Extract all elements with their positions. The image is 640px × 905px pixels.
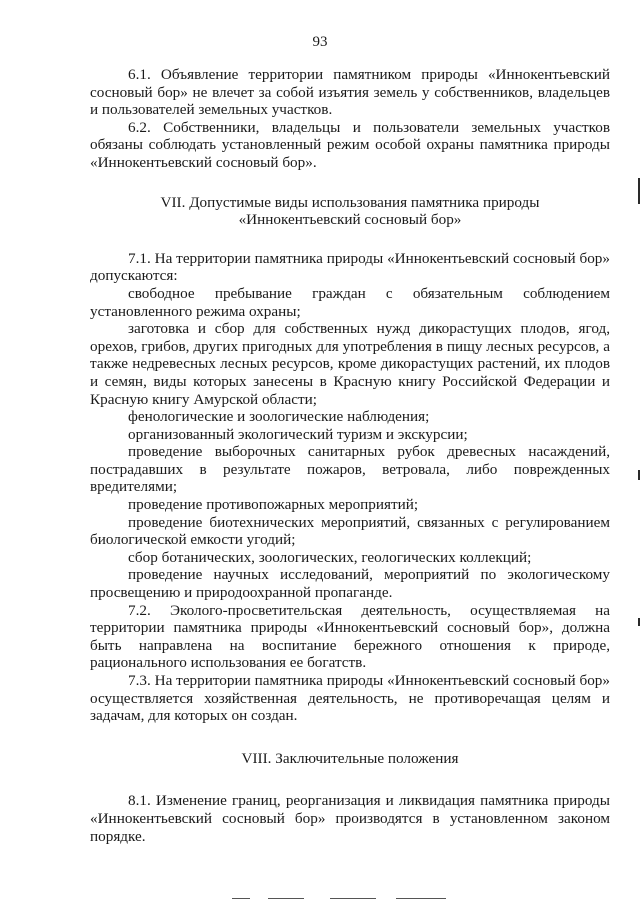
- section-8-heading: VIII. Заключительные положения: [241, 749, 459, 767]
- list-item-harvesting: заготовка и сбор для собственных нужд дикорастущих плодов, ягод, орехов, грибов, других пригодных для употребления в пищу лесных ресурсов, а также недревесных лесных ресурсов, кроме дикорастущих растений, их плодов и семян, виды которых занесены в Красную книгу Российской Федерации и Красную книгу Амурской области;: [90, 320, 610, 408]
- list-item-biotechnical: проведение биотехнических мероприятий, связанных с регулированием биологической емкости угодий;: [90, 513, 610, 549]
- paragraph-7-1: 7.1. На территории памятника природы «Иннокентьевский сосновый бор» допускаются:: [90, 249, 610, 285]
- document-body: [90, 66, 610, 845]
- paragraph-6-1: 6.1. Объявление территории памятником природы «Иннокентьевский сосновый бор» не влечет за собой изъятия земель у собственников, владельцев и пользователей земельных участков.: [90, 66, 610, 119]
- scan-bottom-mark: [232, 898, 250, 899]
- list-item-fire-prevention: проведение противопожарных мероприятий;: [128, 496, 419, 514]
- list-item-free-stay: свободное пребывание граждан с обязательным соблюдением установленного режима охраны;: [90, 284, 610, 320]
- paragraph-7-2: 7.2. Эколого-просветительская деятельность, осуществляемая на территории памятника природы «Иннокентьевский сосновый бор», должна быть направлена на воспитание бережного отношения к природе, рационального использования ее богатств.: [90, 601, 610, 672]
- list-item-tourism: организованный экологический туризм и экскурсии;: [128, 425, 468, 443]
- section-7-heading-line-1: VII. Допустимые виды использования памятника природы: [160, 193, 540, 211]
- list-item-collections: сбор ботанических, зоологических, геологических коллекций;: [128, 548, 532, 566]
- paragraph-8-1: 8.1. Изменение границ, реорганизация и ликвидация памятника природы «Иннокентьевский сосновый бор» производятся в установленном законом порядке.: [90, 792, 610, 845]
- list-item-sanitary-felling: проведение выборочных санитарных рубок древесных насаждений, пострадавших в результате пожаров, ветровала, либо поврежденных вредителями;: [90, 443, 610, 496]
- scan-bottom-mark: [330, 898, 376, 899]
- scan-bottom-mark: [268, 898, 304, 899]
- scan-bottom-mark: [396, 898, 446, 899]
- paragraph-7-3: 7.3. На территории памятника природы «Иннокентьевский сосновый бор» осуществляется хозяйственная деятельность, не противоречащая целям и задачам, для которых он создан.: [90, 672, 610, 725]
- page-number: 93: [312, 34, 328, 50]
- section-7-heading-line-2: «Иннокентьевский сосновый бор»: [238, 211, 462, 229]
- paragraph-6-2: 6.2. Собственники, владельцы и пользователи земельных участков обязаны соблюдать установленный режим особой охраны памятника природы «Иннокентьевский сосновый бор».: [90, 118, 610, 171]
- list-item-observations: фенологические и зоологические наблюдения;: [128, 408, 430, 426]
- section-7-heading: [90, 194, 610, 229]
- list-item-research: проведение научных исследований, мероприятий по экологическому просвещению и природоохранной пропаганде.: [90, 566, 610, 602]
